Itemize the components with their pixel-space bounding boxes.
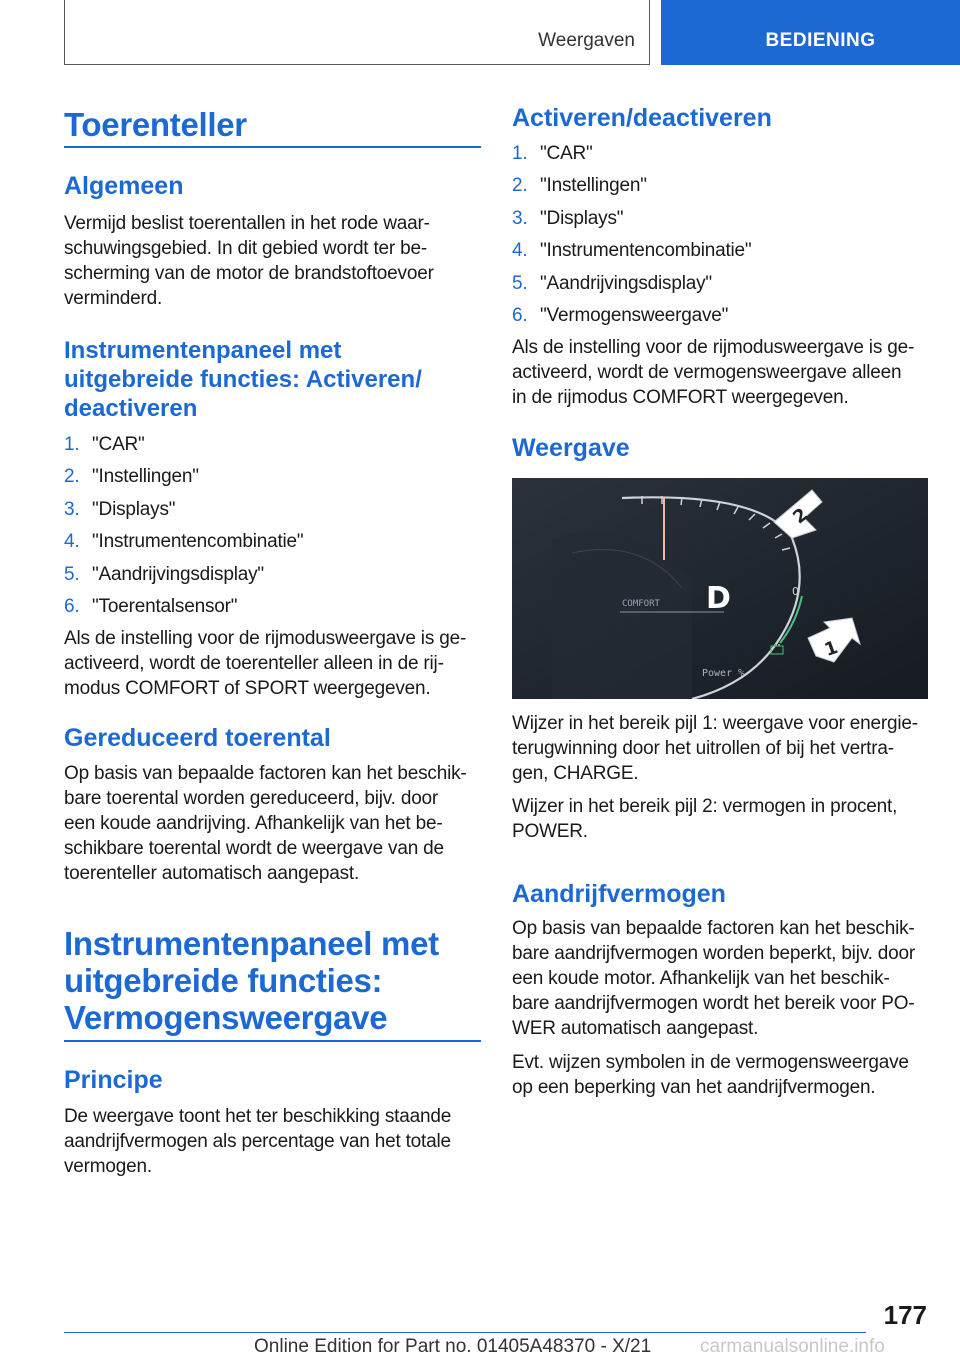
title-rule (64, 146, 481, 148)
list-item: 2. "Instellingen" (512, 175, 647, 197)
steps-list-left (64, 432, 303, 626)
section2-title: Instrumentenpaneel met uitgebreide functies: Vermogensweergave (64, 925, 439, 1036)
list-item: 6. "Toerentalsensor" (64, 595, 238, 617)
footer-rule (64, 1332, 866, 1333)
heading-activeren: Activeren/deactiveren (512, 104, 772, 132)
mode-label: COMFORT (622, 599, 660, 609)
weergave-para2: Wijzer in het bereik pijl 2: vermogen in procent, POWER. (512, 796, 898, 842)
chapter-title: BEDIENING (765, 30, 876, 51)
footer-watermark[interactable]: carmanualsonline.info (700, 1336, 885, 1357)
weergave-para1: Wijzer in het bereik pijl 1: weergave voor energie‐ terugwinning door het uitrollen of bij het vertra‐ gen, CHARGE. (512, 713, 918, 784)
section2-rule (64, 1040, 481, 1042)
chapter-tab[interactable] (661, 0, 960, 65)
list-item: 5. "Aandrijvingsdisplay" (64, 563, 264, 585)
heading-aandrijfvermogen: Aandrijfvermogen (512, 880, 726, 908)
list-item: 4. "Instrumentencombinatie" (64, 531, 304, 553)
aandrijf-para1: Op basis van bepaalde factoren kan het beschik‐ bare aandrijfvermogen worden beperkt, bijv. door een koude motor. Afhankelijk van het beschik‐ bare aandrijfvermogen wordt het bereik voor PO‐ WER automatisch aangepast. (512, 918, 916, 1039)
page-title: Toerenteller (64, 106, 247, 143)
power-display-illustration (512, 478, 928, 699)
svg-text:1: 1 (821, 636, 841, 661)
list-item: 4. "Instrumentencombinatie" (512, 240, 752, 262)
list-item: 1. "CAR" (512, 143, 593, 164)
principe-text: De weergave toont het ter beschikking staande aandrijfvermogen als percentage van het totale vermogen. (64, 1106, 452, 1177)
list-item: 2. "Instellingen" (64, 466, 199, 488)
list-item: 3. "Displays" (64, 498, 176, 520)
section-title: Weergaven (538, 30, 635, 51)
header-section-box (64, 0, 650, 65)
footer-edition: Online Edition for Part no. 01405A48370 - X/21 (254, 1336, 652, 1357)
power-display-figure (512, 478, 928, 699)
svg-text:2: 2 (789, 504, 812, 529)
aandrijf-para2: Evt. wijzen symbolen in de vermogensweergave op een beperking van het aandrijfvermogen. (512, 1052, 909, 1098)
gear-indicator: D (706, 581, 731, 616)
heading-instrumentenpaneel-activeren: Instrumentenpaneel met uitgebreide functies: Activeren/ deactiveren (64, 337, 422, 422)
activeren-note: Als de instelling voor de rijmodusweergave is ge‐ activeerd, wordt de vermogensweergave alleen in de rijmodus COMFORT weergegeven. (512, 337, 915, 408)
heading-principe: Principe (64, 1066, 163, 1094)
algemeen-text: Vermijd beslist toerentallen in het rode waar‐ schuwingsgebied. In dit gebied wordt ter be‐ scherming van de motor de brandstoftoevoer verminderd. (64, 213, 434, 309)
heading-algemeen: Algemeen (64, 172, 184, 200)
page-number: 177 (883, 1300, 927, 1330)
list-item: 3. "Displays" (512, 207, 624, 229)
power-label: Power % (702, 668, 745, 679)
instr1-note: Als de instelling voor de rijmodusweergave is ge‐ activeerd, wordt de toerenteller alleen in de rij‐ modus COMFORT of SPORT weergegeven. (64, 628, 467, 699)
heading-gereduceerd: Gereduceerd toerental (64, 724, 331, 752)
list-item: 6. "Vermogensweergave" (512, 304, 729, 326)
zero-label: 0 (792, 585, 799, 598)
steps-list-right (512, 141, 751, 335)
heading-weergave: Weergave (512, 434, 630, 462)
gereduceerd-text: Op basis van bepaalde factoren kan het beschik‐ bare toerental worden gereduceerd, bijv. door een koude aandrijving. Afhankelijk van het be‐ schikbare toerental wordt de weergave van de toerenteller automatisch aangepast. (64, 763, 467, 884)
list-item: 1. "CAR" (64, 434, 145, 455)
list-item: 5. "Aandrijvingsdisplay" (512, 272, 712, 294)
